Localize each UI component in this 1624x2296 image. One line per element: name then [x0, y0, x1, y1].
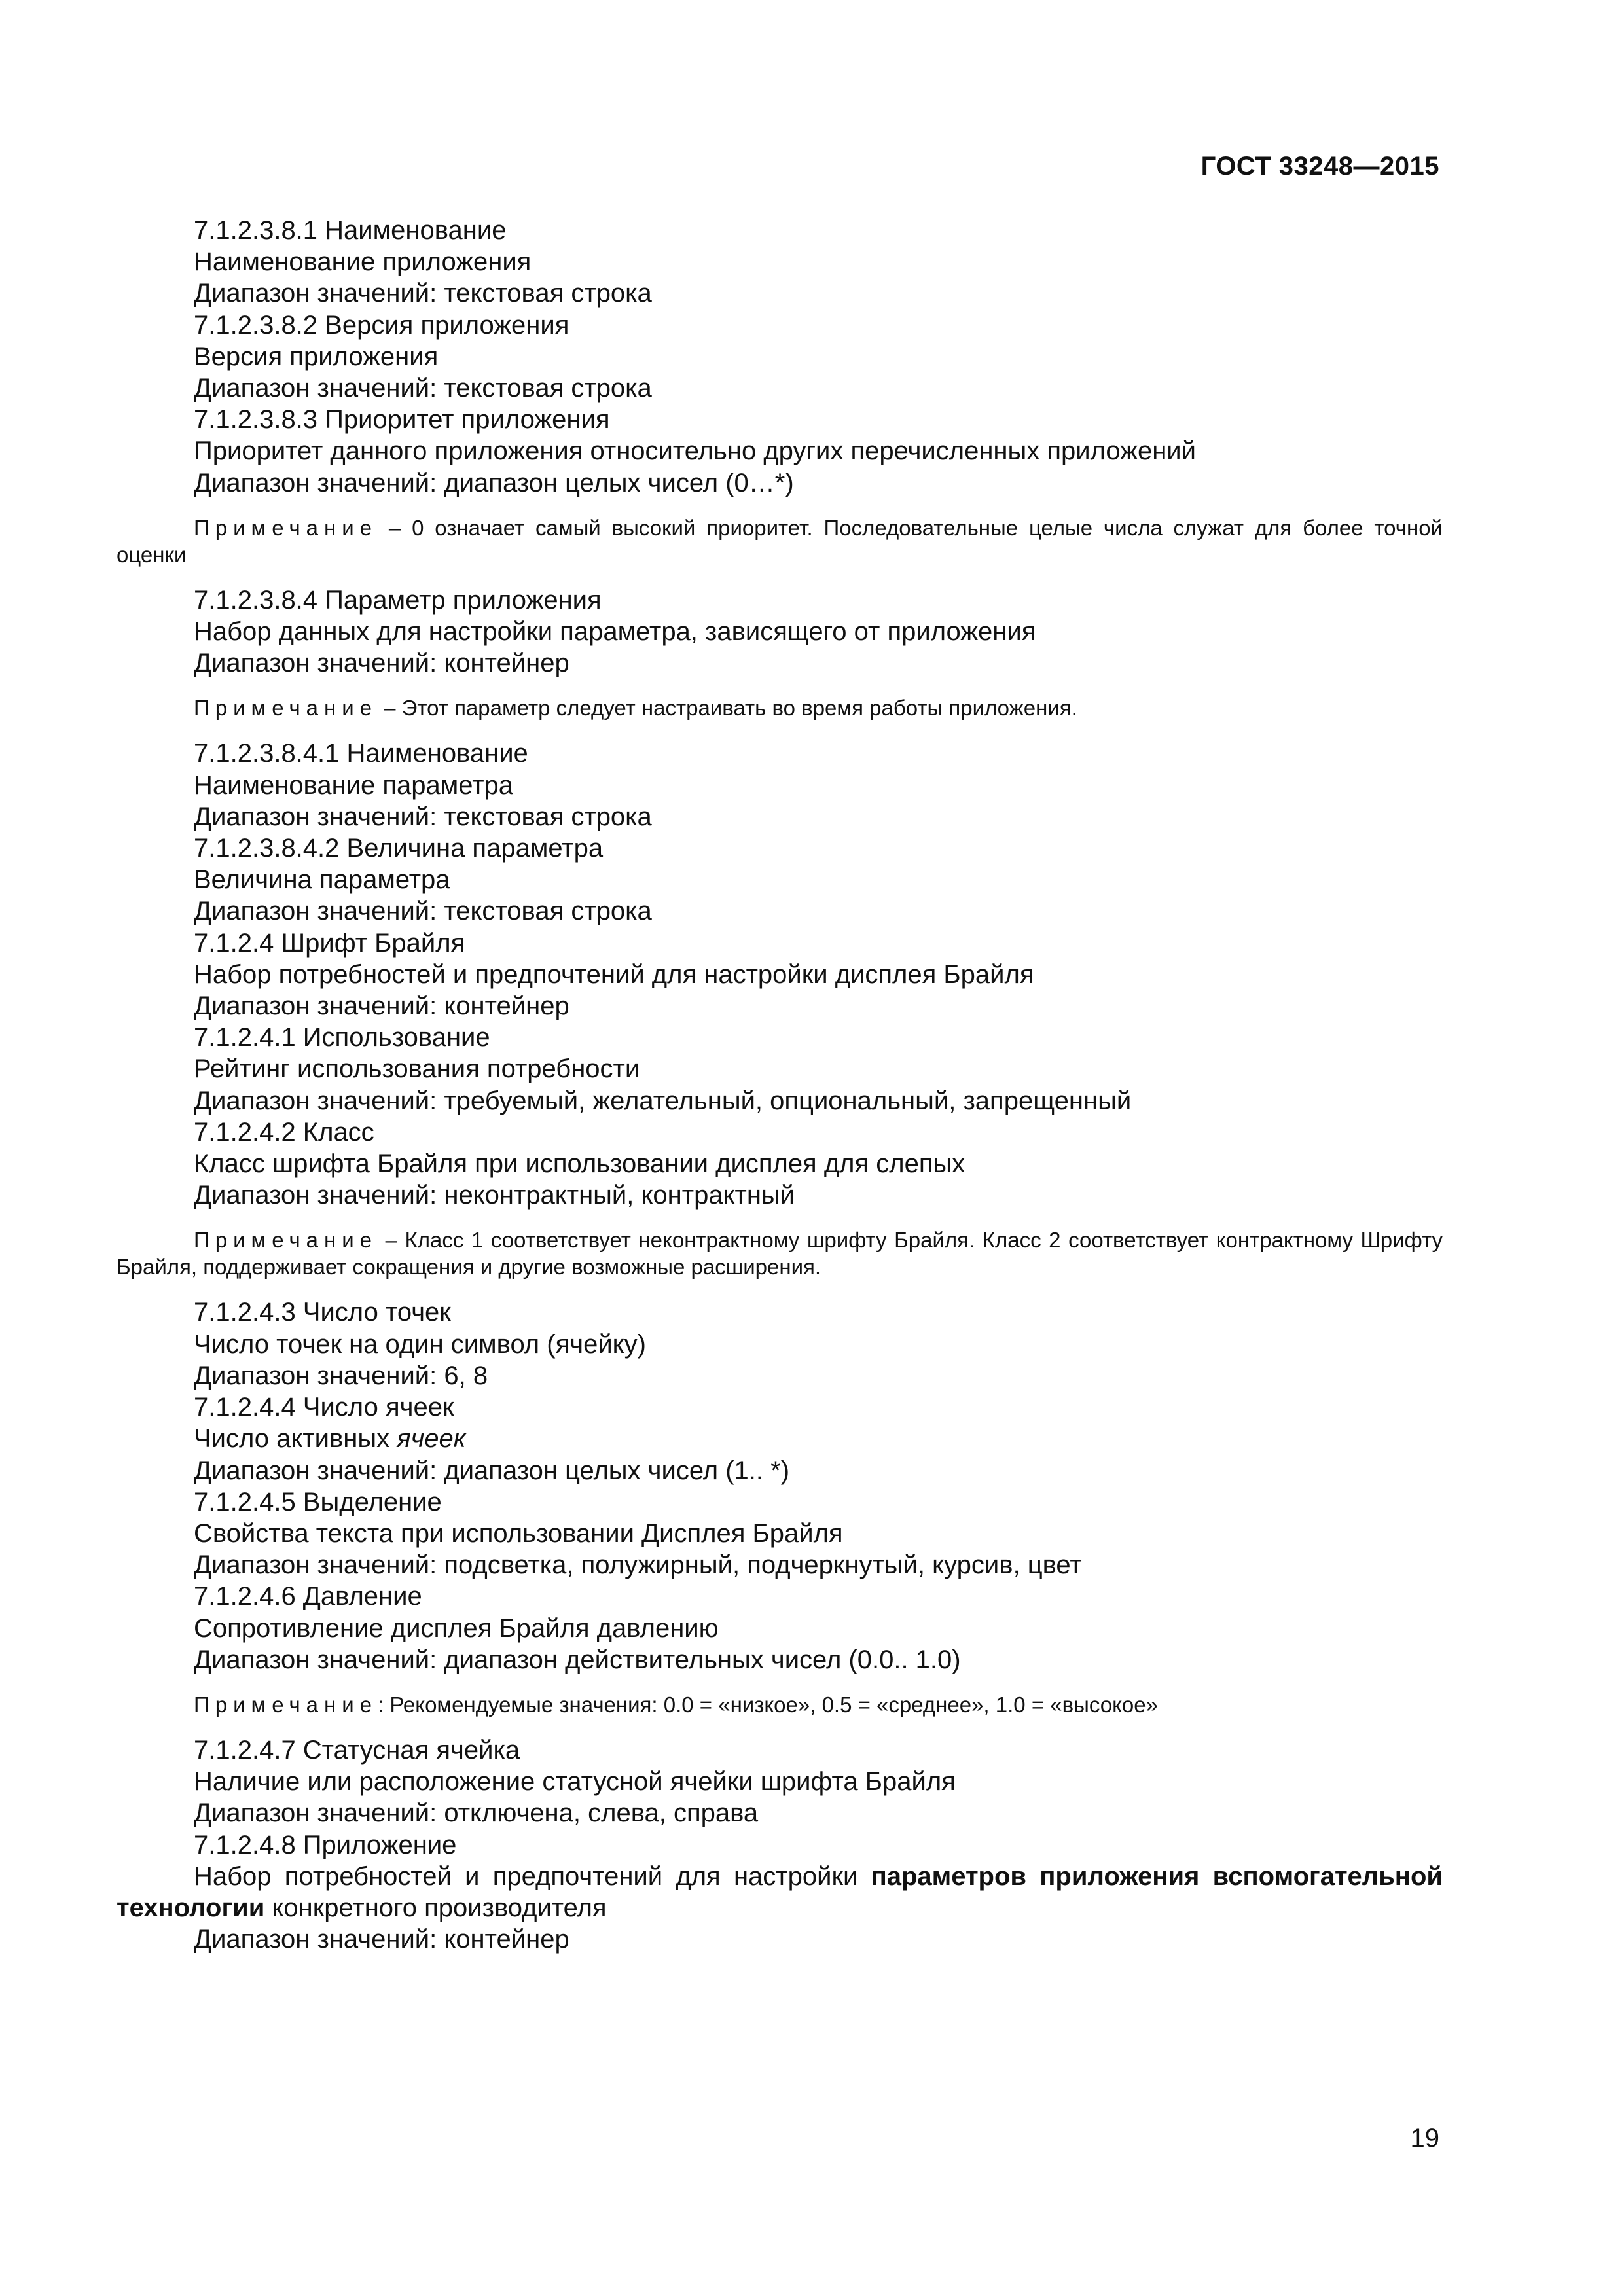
text-line: Наименование параметра: [194, 770, 514, 800]
text-line: Диапазон значений: неконтрактный, контрактный: [194, 1181, 795, 1210]
text-line: Величина параметра: [194, 865, 450, 895]
final-para-prefix: Набор потребностей и предпочтений для настройки: [194, 1861, 871, 1891]
text-line: Диапазон значений: отключена, слева, справа: [194, 1799, 759, 1828]
note-text: – Класс 1 соответствует неконтрактному шрифту Брайля. Класс 2 соответствует контрактному Шрифту Брайля, поддерживает сокращения и другие возможные расширения.: [117, 1228, 1443, 1280]
text-line: Сопротивление дисплея Брайля давлению: [194, 1613, 719, 1643]
standard-header: ГОСТ 33248—2015: [1200, 152, 1439, 181]
document-body: [117, 215, 1443, 1955]
text-line: 7.1.2.3.8.4.2 Величина параметра: [194, 834, 604, 863]
text-line: 7.1.2.4.8 Приложение: [194, 1830, 457, 1859]
note-4: [117, 1691, 1443, 1718]
text-line: Диапазон значений: текстовая строка: [194, 374, 652, 403]
text-line: Диапазон значений: текстовая строка: [194, 279, 652, 308]
text-line: Диапазон значений: текстовая строка: [194, 802, 652, 831]
note-1: [117, 514, 1443, 568]
note-label: Примечание: [194, 1692, 378, 1717]
text-line: 7.1.2.4 Шрифт Брайля: [194, 928, 465, 958]
section-block-1: [117, 215, 1443, 499]
text-line: 7.1.2.3.8.1 Наименование: [194, 216, 507, 245]
page-number: 19: [1410, 2124, 1439, 2153]
text-line: 7.1.2.4.6 Давление: [194, 1582, 422, 1611]
text-line: Диапазон значений: контейнер: [194, 992, 569, 1021]
note-3: [117, 1227, 1443, 1280]
active-cells-prefix: Число активных: [194, 1424, 397, 1454]
text-line: Набор потребностей и предпочтений для настройки дисплея Брайля: [194, 960, 1034, 989]
text-line: Наличие или расположение статусной ячейки шрифта Брайля: [194, 1767, 956, 1797]
note-text: : Рекомендуемые значения: 0.0 = «низкое», 0.5 = «среднее», 1.0 = «высокое»: [378, 1692, 1158, 1717]
text-line: Свойства текста при использовании Дисплея Брайля: [194, 1518, 843, 1548]
note-2: [117, 694, 1443, 721]
section-block-4: [117, 1297, 1443, 1675]
text-line: 7.1.2.3.8.4.1 Наименование: [194, 739, 528, 768]
text-line: Версия приложения: [194, 342, 439, 371]
text-line: [117, 1423, 1443, 1454]
text-line: Число точек на один символ (ячейку): [194, 1329, 646, 1359]
text-line: 7.1.2.4.4 Число ячеек: [194, 1393, 454, 1422]
text-line: Наименование приложения: [194, 247, 532, 277]
text-line: 7.1.2.4.1 Использование: [194, 1023, 490, 1052]
text-line: Диапазон значений: контейнер: [194, 1925, 569, 1954]
text-line: Набор данных для настройки параметра, зависящего от приложения: [194, 617, 1036, 647]
text-line: Диапазон значений: требуемый, желательный, опциональный, запрещенный: [194, 1086, 1132, 1115]
note-label: Примечание: [194, 1228, 378, 1253]
text-line: Класс шрифта Брайля при использовании дисплея для слепых: [194, 1149, 965, 1179]
final-paragraph: [117, 1861, 1443, 1924]
text-line: 7.1.2.3.8.3 Приоритет приложения: [194, 405, 610, 435]
text-line: 7.1.2.4.3 Число точек: [194, 1298, 451, 1327]
section-block-5: [117, 1734, 1443, 1955]
active-cells-italic: ячеек: [397, 1424, 466, 1454]
text-line: Диапазон значений: контейнер: [194, 649, 569, 678]
text-line: 7.1.2.4.2 Класс: [194, 1117, 374, 1147]
text-line: 7.1.2.3.8.4 Параметр приложения: [194, 585, 602, 615]
text-line: Диапазон значений: диапазон целых чисел (1.. *): [194, 1456, 790, 1485]
text-line: 7.1.2.4.7 Статусная ячейка: [194, 1735, 520, 1765]
text-line: Диапазон значений: текстовая строка: [194, 897, 652, 926]
section-block-3: [117, 738, 1443, 1211]
text-line: Диапазон значений: 6, 8: [194, 1361, 488, 1390]
text-line: 7.1.2.3.8.2 Версия приложения: [194, 310, 569, 340]
final-para-suffix: конкретного производителя: [264, 1893, 607, 1922]
final-para-bold: параметров приложения вспомогательной технологии: [117, 1861, 1443, 1922]
text-line: Приоритет данного приложения относительно других перечисленных приложений: [194, 437, 1196, 466]
note-text: – Этот параметр следует настраивать во время работы приложения.: [378, 696, 1077, 721]
note-label: Примечание: [194, 696, 378, 721]
section-block-2: [117, 584, 1443, 679]
text-line: Диапазон значений: подсветка, полужирный, подчеркнутый, курсив, цвет: [194, 1551, 1082, 1580]
text-line: Рейтинг использования потребности: [194, 1054, 640, 1084]
text-line: Диапазон значений: диапазон целых чисел (0…*): [194, 468, 794, 497]
note-label: Примечание: [194, 515, 378, 540]
text-line: 7.1.2.4.5 Выделение: [194, 1487, 442, 1516]
text-line: Диапазон значений: диапазон действительных чисел (0.0.. 1.0): [194, 1645, 961, 1674]
note-text: – 0 означает самый высокий приоритет. Последовательные целые числа служат для более точной оценки: [117, 515, 1443, 567]
